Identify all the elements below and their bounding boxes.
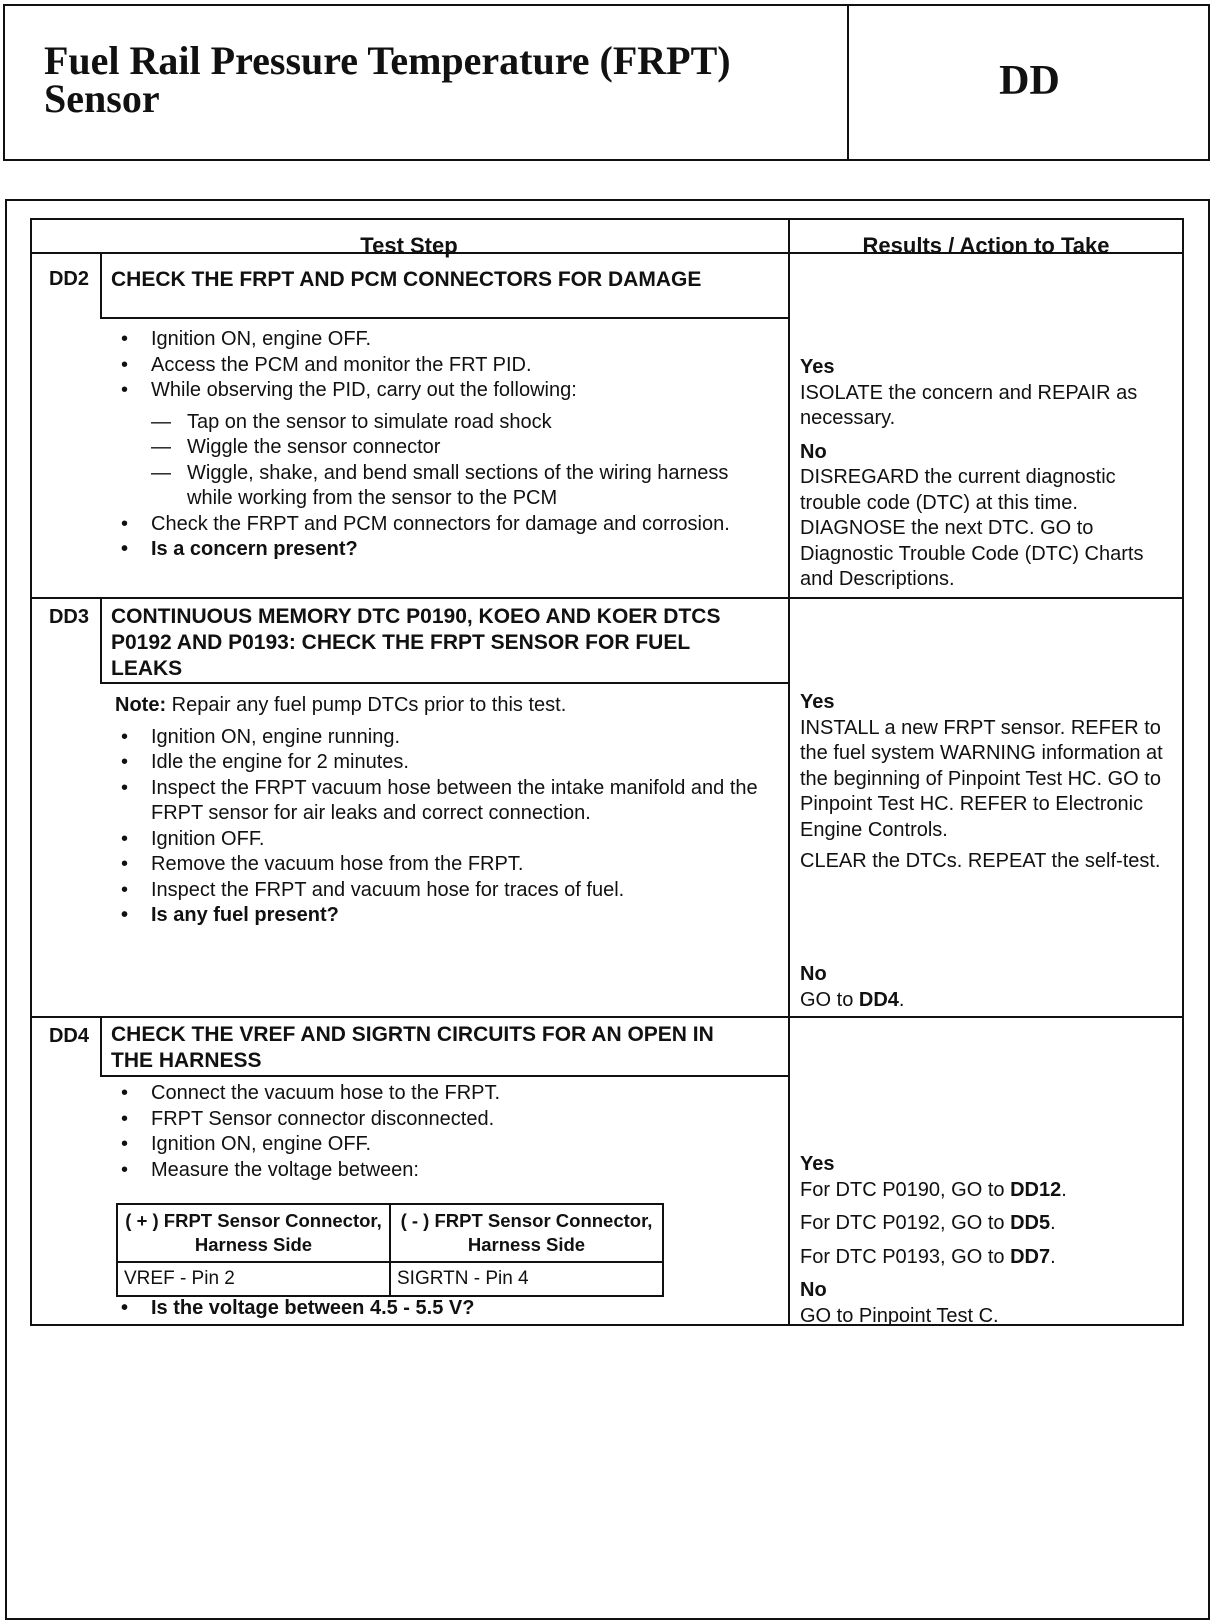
list-item: • Inspect the FRPT vacuum hose between the intake manifold and the FRPT sensor for air leaks and correct connection. [115,776,775,827]
dd4-title-border [100,1075,789,1077]
dd2-title-border [100,317,789,319]
step-title-dd3: CONTINUOUS MEMORY DTC P0190, KOEO AND KOER DTCS P0192 AND P0193: CHECK THE FRPT SENSOR FOR FUEL LEAKS [111,605,721,680]
result-dd2 [800,355,1180,593]
step-question-dd4-wrap [115,1296,775,1322]
pin-table-cell-plus: VREF - Pin 2 [117,1262,390,1296]
list-item: • FRPT Sensor connector disconnected. [115,1107,775,1133]
column-header-test-step: Test Step [360,233,458,258]
result-dd4 [800,1152,1180,1329]
yes-line [800,1178,1180,1204]
note-label: Note: [115,694,167,716]
step-question-dd2: • Is a concern present? [115,537,775,563]
section-code: DD [999,58,1060,104]
table-right-border [1182,218,1184,1326]
yes-text: ISOLATE the concern and REPAIR as necessary. [800,381,1138,429]
pin-table-cell-minus: SIGRTN - Pin 4 [390,1262,663,1296]
yes-line-target: DD5 [1010,1212,1051,1234]
table-top-border [30,218,1184,220]
table-left-border [30,218,32,1326]
list-item: • Measure the voltage between: [115,1158,775,1184]
list-item: • Idle the engine for 2 minutes. [115,750,775,776]
column-divider [788,218,790,1326]
list-item: • Ignition ON, engine OFF. [115,1132,775,1158]
list-item: • Inspect the FRPT and vacuum hose for traces of fuel. [115,878,775,904]
result-dd3 [800,690,1180,875]
yes-label: Yes [800,1153,835,1175]
yes-line-prefix: For DTC P0190, GO to [800,1178,1011,1201]
column-header-results: Results / Action to Take [862,233,1110,258]
title-line-1: Fuel Rail Pressure Temperature (FRPT) [44,38,731,83]
title-line-2: Sensor [44,76,160,121]
yes-label: Yes [800,356,835,378]
dd3-id-divider [100,597,102,684]
result-dd3-no [800,962,1180,1013]
list-item: • Ignition ON, engine running. [115,725,775,751]
no-text: DISREGARD the current diagnostic trouble code (DTC) at this time. DIAGNOSE the next DTC. GO to Diagnostic Trouble Code (DTC) Charts and Descriptions. [800,466,1144,590]
step-body-dd3 [115,693,775,929]
yes-line-target: DD12 [1010,1178,1062,1201]
dd2-id-divider [100,252,102,319]
yes-line [800,1245,1180,1271]
note [115,693,775,719]
step-id-dd2: DD2 [48,268,89,290]
pin-table [116,1203,664,1297]
step-body-dd2 [115,327,775,563]
yes-line [800,1211,1180,1237]
list-item: • Access the PCM and monitor the FRT PID. [115,353,775,379]
yes-line-prefix: For DTC P0192, GO to [800,1212,1011,1234]
no-label: No [800,1279,827,1301]
list-item: • While observing the PID, carry out the following: [115,378,775,404]
step-title-dd2: CHECK THE FRPT AND PCM CONNECTORS FOR DAMAGE [111,268,702,291]
list-item: • Connect the vacuum hose to the FRPT. [115,1081,775,1107]
no-prefix: GO to [800,988,859,1011]
dd2-row-border [30,597,1184,599]
no-text: GO to Pinpoint Test C. [800,1304,999,1327]
pin-table-header-minus: ( - ) FRPT Sensor Connector, Harness Side [390,1204,663,1262]
no-suffix: . [898,988,905,1011]
no-target: DD4 [858,988,899,1011]
step-id-dd4: DD4 [48,1025,89,1047]
list-item: • Ignition OFF. [115,827,775,853]
yes-label: Yes [800,691,835,713]
step-question-dd4: • Is the voltage between 4.5 - 5.5 V? [115,1296,775,1322]
step-title-dd4: CHECK THE VREF AND SIGRTN CIRCUITS FOR AN OPEN IN THE HARNESS [111,1023,714,1072]
step-id-dd3: DD3 [48,606,89,628]
no-label: No [800,440,827,463]
yes-text: INSTALL a new FRPT sensor. REFER to the fuel system WARNING information at the beginning of Pinpoint Test HC. GO to Pinpoint Test HC. REFER to Electronic Engine Controls. [800,716,1163,841]
step-body-dd4 [115,1081,775,1183]
note-text: Repair any fuel pump DTCs prior to this test. [166,694,567,716]
yes-line-prefix: For DTC P0193, GO to [800,1245,1011,1268]
list-item: • Check the FRPT and PCM connectors for damage and corrosion. [115,512,775,538]
dd4-id-divider [100,1016,102,1077]
yes-line-suffix: . [1050,1245,1056,1268]
yes-line-suffix: . [1050,1212,1056,1234]
yes-text-2: CLEAR the DTCs. REPEAT the self-test. [800,850,1161,872]
dd3-row-border [30,1016,1184,1018]
page-title [44,38,824,121]
yes-line-target: DD7 [1010,1245,1051,1268]
dd3-title-border [100,682,789,684]
sub-list-item: — Tap on the sensor to simulate road shock [151,410,775,436]
pin-table-header-plus: ( + ) FRPT Sensor Connector, Harness Side [117,1204,390,1262]
list-item: • Remove the vacuum hose from the FRPT. [115,852,775,878]
step-question-dd3: • Is any fuel present? [115,903,775,929]
no-label: No [800,963,827,985]
sub-list-item: — Wiggle the sensor connector [151,435,775,461]
list-item: • Ignition ON, engine OFF. [115,327,775,353]
sub-list-item: — Wiggle, shake, and bend small sections of the wiring harness while working from the sensor to the PCM [151,461,775,512]
yes-line-suffix: . [1061,1178,1067,1201]
